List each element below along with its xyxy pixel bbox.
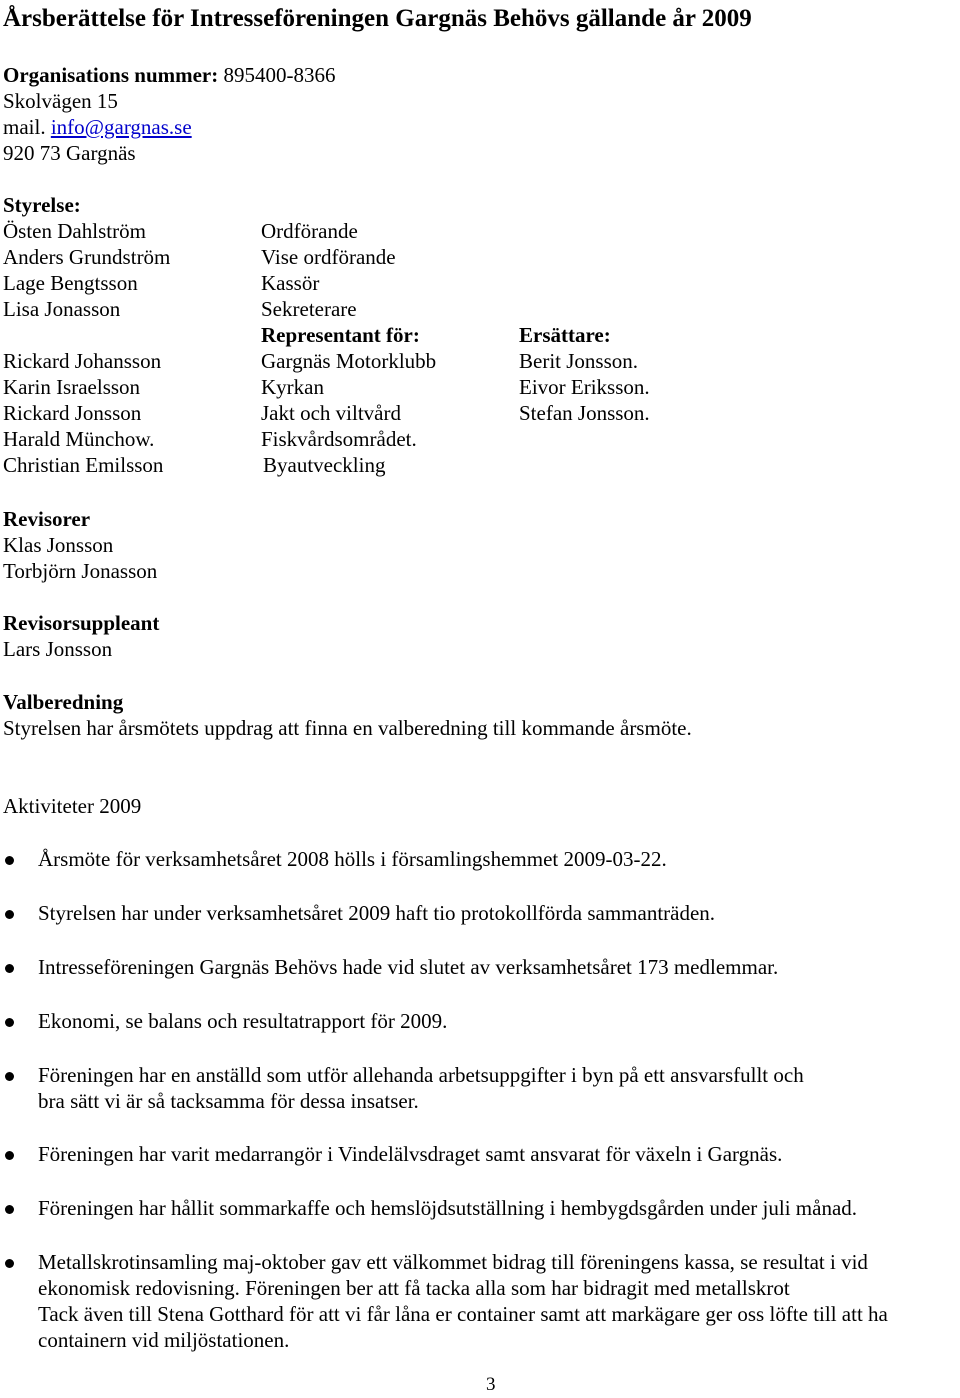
document-title: Årsberättelse för Intresseföreningen Gargnäs Behövs gällande år 2009 <box>3 5 752 32</box>
rep-name: Christian Emilsson <box>3 453 164 477</box>
board-member-role: Sekreterare <box>261 297 357 321</box>
auditor-name: Torbjörn Jonasson <box>3 559 158 583</box>
activity-item <box>38 954 960 980</box>
board-heading: Styrelse: <box>3 193 81 217</box>
activity-line: Metallskrotinsamling maj-oktober gav ett välkommet bidrag till föreningens kassa, se resultat i vid <box>38 1250 868 1274</box>
board-member-role: Vise ordförande <box>261 245 396 269</box>
auditors-heading: Revisorer <box>3 507 91 531</box>
rep-name: Rickard Johansson <box>3 349 162 373</box>
activity-line: Årsmöte för verksamhetsåret 2008 hölls i församlingshemmet 2009-03-22. <box>38 847 667 871</box>
board-member-name: Lisa Jonasson <box>3 297 121 321</box>
activity-line: Intresseföreningen Gargnäs Behövs hade vid slutet av verksamhetsåret 173 medlemmar. <box>38 955 779 979</box>
activities-heading: Aktiviteter 2009 <box>3 794 142 818</box>
rep-substitute: Eivor Eriksson. <box>519 375 650 399</box>
rep-substitute: Berit Jonsson. <box>519 349 639 373</box>
activity-item <box>38 900 960 926</box>
bullet-icon <box>5 1072 14 1081</box>
activity-item <box>38 1008 960 1034</box>
substitute-heading: Ersättare: <box>519 323 611 347</box>
activity-item <box>38 846 960 872</box>
rep-for: Gargnäs Motorklubb <box>261 349 437 373</box>
org-street: Skolvägen 15 <box>3 89 118 113</box>
activity-line: Föreningen har hållit sommarkaffe och hemslöjdsutställning i hembygdsgården under juli månad. <box>38 1196 858 1220</box>
email-link[interactable]: info@gargnas.se <box>50 115 192 139</box>
rep-name: Rickard Jonsson <box>3 401 142 425</box>
rep-name: Harald Münchow. <box>3 427 155 451</box>
activity-line: Föreningen har en anställd som utför allehanda arbetsuppgifter i byn på ett ansvarsfullt och <box>38 1063 804 1087</box>
activity-line: bra sätt vi är så tacksamma för dessa insatser. <box>38 1089 419 1113</box>
activity-item <box>38 1062 960 1114</box>
page-number: 3 <box>486 1374 496 1395</box>
activity-line: ekonomisk redovisning. Föreningen ber att få tacka alla som har bidragit med metallskrot <box>38 1276 790 1300</box>
org-number-value: 895400-8366 <box>223 63 336 87</box>
bullet-icon <box>5 856 14 865</box>
bullet-icon <box>5 1018 14 1027</box>
auditor-name: Klas Jonsson <box>3 533 114 557</box>
org-number-label: Organisations nummer: <box>3 63 219 87</box>
activity-line: Ekonomi, se balans och resultatrapport för 2009. <box>38 1009 448 1033</box>
activity-line: Föreningen har varit medarrangör i Vindelälvsdraget samt ansvarat för växeln i Gargnäs. <box>38 1142 783 1166</box>
rep-name: Karin Israelsson <box>3 375 141 399</box>
activity-line: Styrelsen har under verksamhetsåret 2009 haft tio protokollförda sammanträden. <box>38 901 716 925</box>
rep-for: Kyrkan <box>261 375 324 399</box>
bullet-icon <box>5 1205 14 1214</box>
bullet-icon <box>5 910 14 919</box>
bullet-icon <box>5 964 14 973</box>
board-member-role: Kassör <box>261 271 320 295</box>
rep-substitute: Stefan Jonsson. <box>519 401 650 425</box>
activity-line: containern vid miljöstationen. <box>38 1328 290 1352</box>
representative-heading: Representant för: <box>261 323 420 347</box>
board-member-name: Anders Grundström <box>3 245 171 269</box>
activity-item <box>38 1141 960 1167</box>
rep-for: Fiskvårdsområdet. <box>261 427 417 451</box>
bullet-icon <box>5 1151 14 1160</box>
activity-item <box>38 1195 960 1221</box>
board-member-name: Lage Bengtsson <box>3 271 138 295</box>
board-member-role: Ordförande <box>261 219 358 243</box>
activity-item <box>38 1249 960 1353</box>
deputy-auditor-heading: Revisorsuppleant <box>3 611 160 635</box>
org-number-line <box>3 62 336 88</box>
bullet-icon <box>5 1259 14 1268</box>
nomination-text: Styrelsen har årsmötets uppdrag att finna en valberedning till kommande årsmöte. <box>3 716 692 740</box>
board-member-name: Östen Dahlström <box>3 219 146 243</box>
deputy-auditor-name: Lars Jonsson <box>3 637 113 661</box>
activity-line: Tack även till Stena Gotthard för att vi får låna er container samt att markägare ger oss löfte till att ha <box>38 1302 888 1326</box>
rep-for: Jakt och viltvård <box>261 401 401 425</box>
nomination-heading: Valberedning <box>3 690 124 714</box>
org-mail-label: mail. <box>3 115 46 139</box>
rep-for: Byautveckling <box>263 453 386 477</box>
org-mail-line <box>3 114 192 140</box>
org-city: 920 73 Gargnäs <box>3 141 136 165</box>
